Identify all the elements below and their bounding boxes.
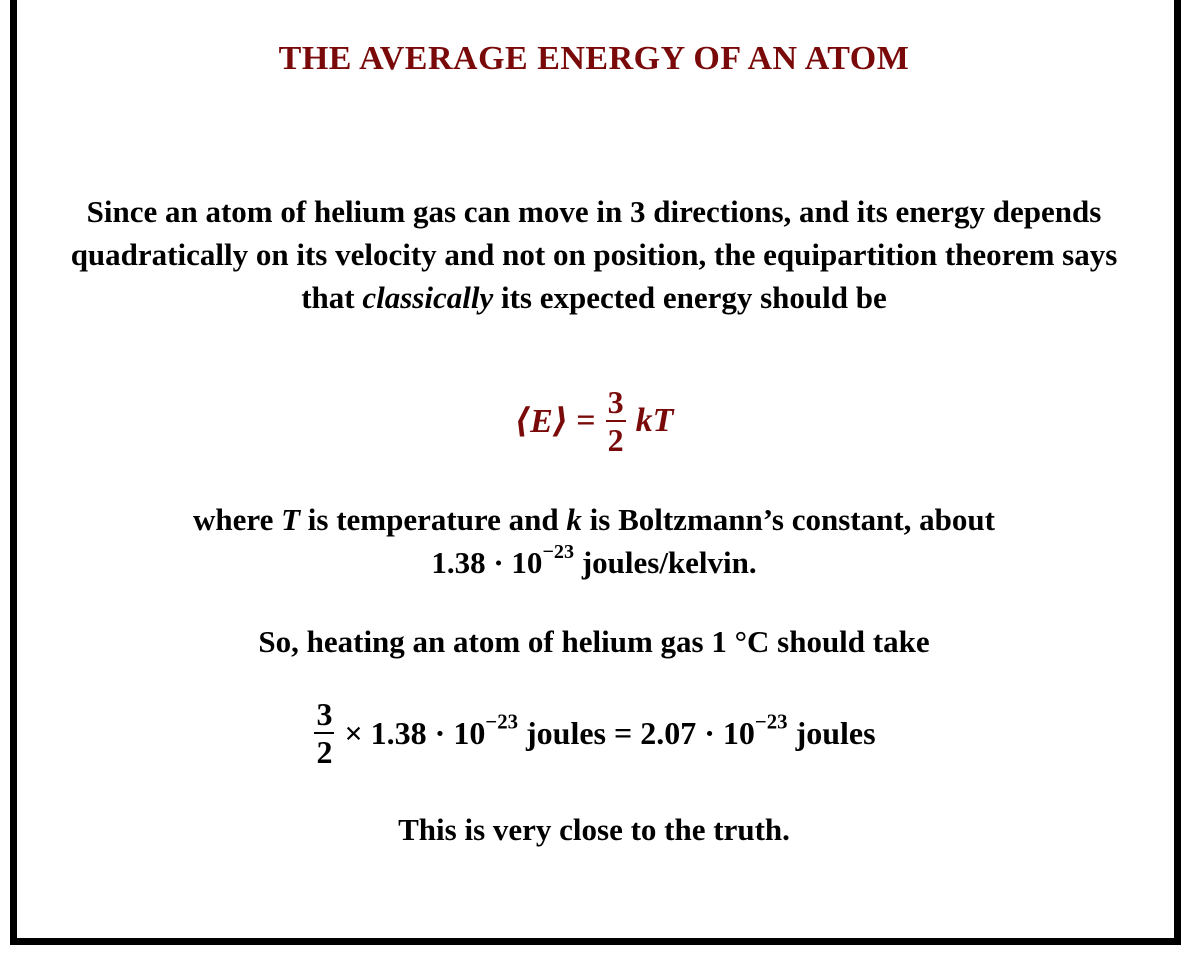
temp-text: is temperature and [300, 502, 567, 537]
formula2-end: joules [787, 714, 876, 751]
heating-energy-formula [0, 696, 1188, 768]
boltz-mantissa: 1.38 · 10 [431, 545, 543, 580]
slide-title: THE AVERAGE ENERGY OF AN ATOM [278, 40, 910, 77]
formula2-times: × 1.38 · 10 [344, 714, 486, 751]
boltz-units: joules/kelvin. [574, 545, 757, 580]
conclusion-paragraph: This is very close to the truth. [398, 812, 790, 847]
fraction-numerator-2: 3 [316, 696, 333, 732]
fraction-three-halves-2 [314, 698, 334, 768]
boltz-text: is Boltzmann’s constant, about [581, 502, 995, 537]
frame-bottom-border [10, 938, 1181, 945]
var-T: T [281, 502, 301, 537]
expected-energy-formula [0, 386, 1188, 456]
formula2-body [344, 709, 876, 752]
formula2-exp2: −23 [754, 709, 788, 733]
formula-equals: = [576, 402, 596, 439]
formula2-mid: joules = 2.07 · 10 [518, 714, 755, 751]
var-k: k [566, 502, 582, 537]
intro-text-end: its expected energy should be [493, 280, 887, 315]
intro-paragraph [50, 190, 1138, 319]
fraction-denominator: 2 [607, 422, 624, 458]
boltz-exponent: −23 [542, 540, 575, 563]
formula-rhs: kT [635, 402, 674, 439]
heating-paragraph: So, heating an atom of helium gas 1 °C should take [258, 624, 930, 659]
fraction-numerator: 3 [607, 384, 624, 420]
intro-text-start: Since an atom of helium gas can move in 3 directions, and its energy depends quadratically on its velocity and not on position, the equipartition theorem says that [70, 194, 1118, 315]
frame-left-border [10, 0, 17, 945]
frame-right-border [1174, 0, 1181, 945]
intro-italic-word: classically [362, 280, 494, 315]
boltzmann-paragraph [50, 498, 1138, 584]
fraction-three-halves [606, 386, 626, 456]
where-text: where [192, 502, 282, 537]
fraction-denominator-2: 2 [316, 734, 333, 770]
formula-lhs: ⟨E⟩ [514, 403, 569, 440]
formula2-exp1: −23 [485, 709, 518, 733]
